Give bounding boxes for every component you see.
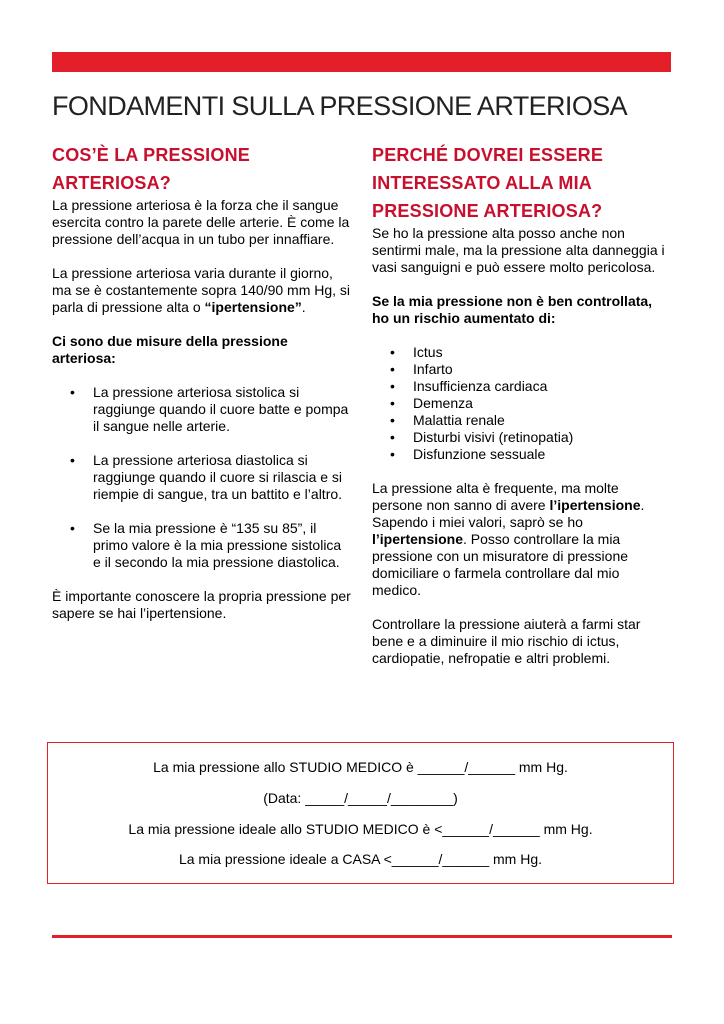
- right-heading-line3: PRESSIONE ARTERIOSA?: [372, 201, 603, 221]
- left-closing-paragraph: È importante conoscere la propria pressione per sapere se hai l’ipertensione.: [52, 588, 351, 621]
- risk-list: [372, 344, 672, 463]
- top-accent-bar: [52, 52, 671, 72]
- measures-heading-text: Ci sono due misure della pressione arteriosa:: [52, 333, 288, 366]
- right-column: [372, 141, 672, 667]
- right-paragraph-3-e: . Posso controllare la mia pressione con un misuratore di pressione domiciliare o farmela controllare dal mio medico.: [372, 531, 629, 598]
- list-item: • Infarto: [372, 361, 672, 378]
- right-heading-line2: INTERESSATO ALLA MIA: [372, 173, 592, 193]
- right-paragraph-3-a: La pressione alta è frequente, ma molte persone non sanno di avere: [372, 480, 619, 513]
- left-column: [52, 141, 352, 622]
- list-item: • Insufficienza cardiaca: [372, 378, 672, 395]
- measures-heading: [52, 333, 352, 367]
- right-intro-paragraph: Se ho la pressione alta posso anche non sentirmi male, ma la pressione alta danneggia i vasi sanguigni e può essere molto pericolosa.: [372, 225, 665, 275]
- left-paragraph-2: [52, 265, 352, 316]
- list-item: • Disturbi visivi (retinopatia): [372, 429, 672, 446]
- left-paragraph-2-start: La pressione arteriosa varia durante il giorno, ma se è costantemente sopra 140/90 mm Hg, si parla di pressione alta o: [52, 265, 351, 315]
- date-line: (Data: _____/_____/________): [263, 790, 458, 806]
- bottom-divider: [52, 935, 672, 938]
- left-intro-paragraph: La pressione arteriosa è la forza che il sangue esercita contro la parete delle arterie. È come la pressione dell’acqua in un tubo per innaffiare.: [52, 197, 350, 247]
- measures-list: [52, 384, 352, 571]
- office-pressure-line: La mia pressione allo STUDIO MEDICO è ______/______ mm Hg.: [153, 759, 568, 775]
- hypertension-term: “ipertensione”: [204, 299, 302, 315]
- page-title: FONDAMENTI SULLA PRESSIONE ARTERIOSA: [52, 91, 628, 121]
- list-item: • Se la mia pressione è “135 su 85”, il primo valore è la mia pressione sistolica e il secondo la mia pressione diastolica.: [52, 520, 352, 571]
- risk-heading: [372, 293, 672, 327]
- hypertension-term: l’ipertensione: [549, 497, 641, 513]
- list-item: • La pressione arteriosa sistolica si raggiunge quando il cuore batte e pompa il sangue nelle arterie.: [52, 384, 352, 435]
- right-paragraph-3: [372, 480, 672, 599]
- hypertension-term: l’ipertensione: [372, 531, 464, 547]
- ideal-home-pressure-line: La mia pressione ideale a CASA <______/______ mm Hg.: [178, 851, 543, 867]
- list-item: • La pressione arteriosa diastolica si raggiunge quando il cuore si rilascia e si riempie di sangue, tra un battito e l’altro.: [52, 452, 352, 503]
- list-item: • Demenza: [372, 395, 672, 412]
- list-item: • Ictus: [372, 344, 672, 361]
- blood-pressure-record-box: [47, 742, 674, 884]
- left-heading-line1: COS’È LA PRESSIONE: [52, 145, 250, 165]
- right-paragraph-3-c: . Sapendo i miei valori, saprò se ho: [372, 497, 645, 530]
- right-heading-line1: PERCHÉ DOVREI ESSERE: [372, 145, 604, 165]
- risk-heading-text: Se la mia pressione non è ben controllata, ho un rischio aumentato di:: [372, 293, 653, 326]
- list-item: • Malattia renale: [372, 412, 672, 429]
- left-heading: [52, 141, 352, 197]
- right-heading: [372, 141, 672, 225]
- right-closing-paragraph: Controllare la pressione aiuterà a farmi star bene e a diminuire il mio rischio di ictus, cardiopatie, nefropatie e altri problemi.: [372, 616, 641, 666]
- left-paragraph-2-end: .: [301, 299, 306, 315]
- list-item: • Disfunzione sessuale: [372, 446, 672, 463]
- left-heading-line2: ARTERIOSA?: [52, 173, 171, 193]
- ideal-office-pressure-line: La mia pressione ideale allo STUDIO MEDICO è <______/______ mm Hg.: [128, 821, 593, 837]
